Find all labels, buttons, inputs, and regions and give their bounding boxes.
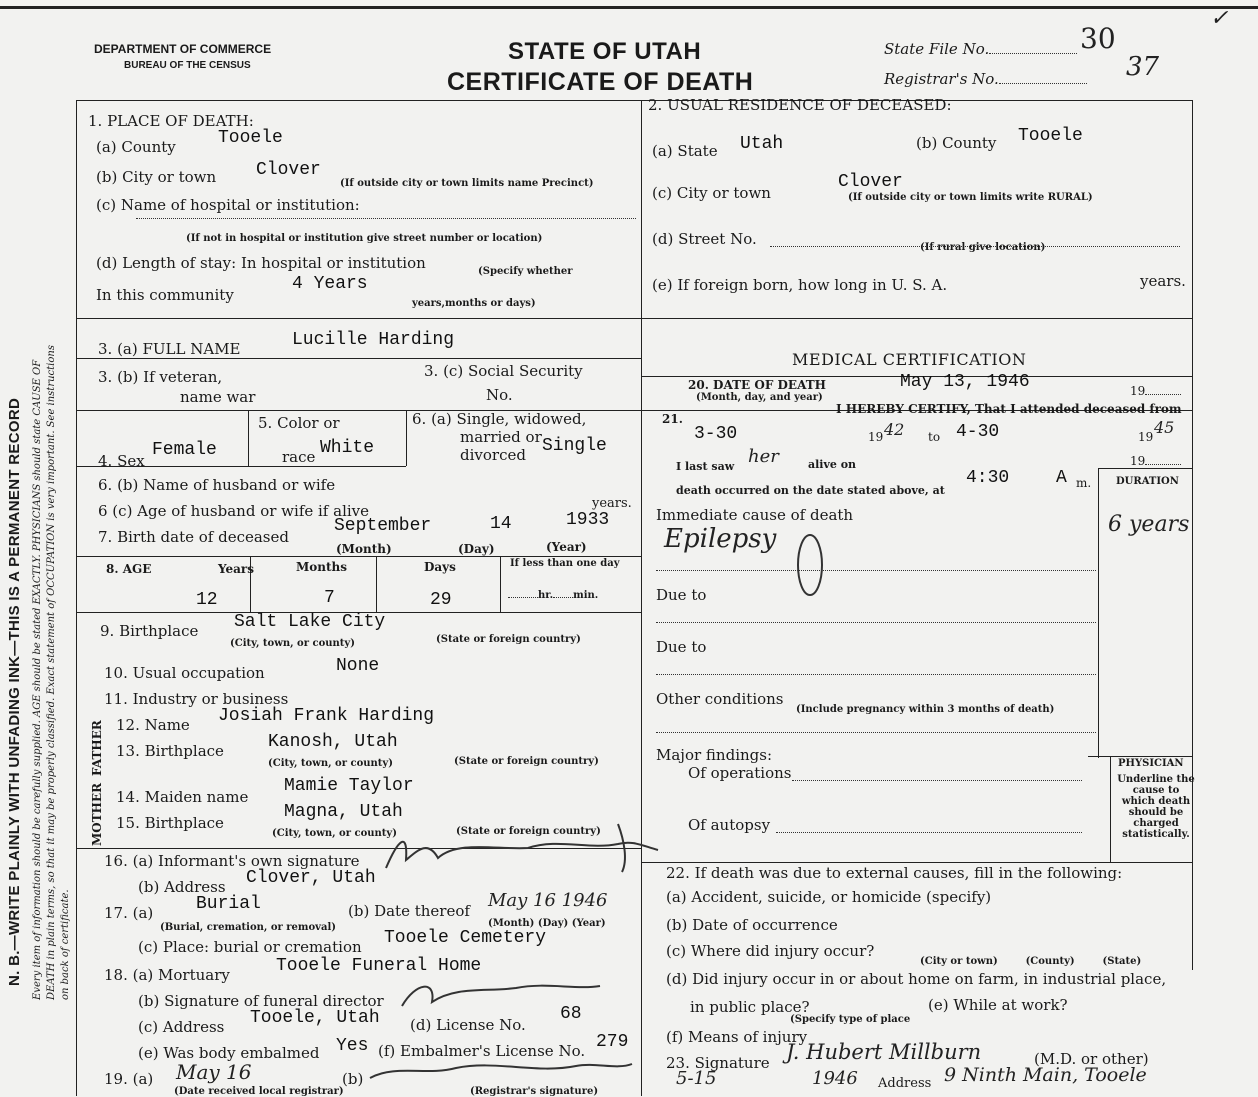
attend-to-year: 45 <box>1154 418 1175 437</box>
bp-note2: (State or foreign country) <box>436 634 581 645</box>
state-file-no: 30 <box>1080 22 1116 55</box>
ops-label: Of operations <box>688 764 792 782</box>
state-file-label: State File No. <box>884 40 1077 58</box>
ext-d-label2: in public place? <box>690 998 810 1016</box>
license: 68 <box>560 1004 582 1024</box>
burial-place: Tooele Cemetery <box>384 928 547 948</box>
ext-c-note: (City or town) (County) (State) <box>920 956 1142 967</box>
sig23-date: 5-15 <box>676 1068 717 1089</box>
rule-after-name <box>76 358 641 359</box>
duration-label: DURATION <box>1116 476 1179 487</box>
sig23-addr: 9 Ninth Main, Tooele <box>944 1064 1147 1086</box>
marital-label2: married or <box>460 428 542 446</box>
m-addr-label: (c) Address <box>138 1018 225 1036</box>
ops-line <box>792 780 1082 781</box>
m-bp-label: 15. Birthplace <box>116 814 224 832</box>
inf-sig-label: 16. (a) Informant's own signature <box>104 852 360 870</box>
burial: Burial <box>196 894 261 914</box>
f-note1: (City, town, or county) <box>268 758 393 769</box>
bureau-label: BUREAU OF THE CENSUS <box>124 60 251 71</box>
burial-label: 17. (a) <box>104 904 154 922</box>
father-label: FATHER <box>90 720 104 776</box>
birth-year: 1933 <box>566 510 610 530</box>
physician-left <box>1110 756 1111 862</box>
burial-date: May 16 1946 <box>488 890 608 911</box>
res-city-note: (If outside city or town limits write RURAL) <box>848 192 1093 203</box>
res-city: Clover <box>838 172 903 192</box>
mortuary: Tooele Funeral Home <box>276 956 482 976</box>
race-value: White <box>320 438 375 458</box>
top-border <box>0 6 1258 9</box>
sig23-addr-label: Address <box>878 1076 932 1091</box>
husband-label: 6. (b) Name of husband or wife <box>98 476 336 494</box>
marital-value: Single <box>542 436 607 456</box>
dod-19: 19 <box>1130 384 1181 398</box>
ss-label2: No. <box>486 386 513 404</box>
husband-age-unit: years. <box>592 496 632 511</box>
burial-date-note: (Month) (Day) (Year) <box>488 918 606 929</box>
cause-line <box>656 570 1096 571</box>
rule-med-bottom <box>641 862 1192 863</box>
immediate-label: Immediate cause of death <box>656 506 854 524</box>
registrar-label: Registrar's No. <box>884 70 1087 88</box>
burial-place-label: (c) Place: burial or cremation <box>138 938 362 956</box>
state-title: STATE OF UTAH <box>508 38 702 65</box>
lessday-label: If less than one day <box>510 558 620 569</box>
m-bp: Magna, Utah <box>284 802 403 822</box>
res-county-label: (b) County <box>916 134 997 152</box>
color-label: 5. Color or <box>258 414 340 432</box>
cert-title: CERTIFICATE OF DEATH <box>447 68 754 96</box>
place-comm-label: In this community <box>96 286 234 304</box>
mid-divider <box>641 100 642 1096</box>
recv-note: (Date received local registrar) <box>174 1086 344 1097</box>
f-name-label: 12. Name <box>116 716 190 734</box>
ext-a-label: (a) Accident, suicide, or homicide (specify) <box>666 888 992 906</box>
place-hosp-label: (c) Name of hospital or institution: <box>96 196 360 214</box>
res-foreign-label: (e) If foreign born, how long in U. S. A. <box>652 276 948 294</box>
major-label: Major findings: <box>656 746 773 764</box>
physician-top <box>1088 756 1192 757</box>
full-name: Lucille Harding <box>292 330 455 350</box>
physician-box-label: PHYSICIAN <box>1118 758 1184 769</box>
margin-instructions-2: DEATH in plain terms, so that it may be properly classified. Exact statement of OCCUPATION is very important. See instructions <box>46 345 57 1000</box>
age-div-2 <box>376 556 377 612</box>
dod: May 13, 1946 <box>900 372 1030 392</box>
age-label: 8. AGE <box>106 562 152 576</box>
f-bp: Kanosh, Utah <box>268 732 398 752</box>
place-county-label: (a) County <box>96 138 176 156</box>
alive-on-label: alive on <box>808 458 857 471</box>
embalm-label: (e) Was body embalmed <box>138 1044 320 1062</box>
attend-from: 3-30 <box>694 424 738 444</box>
place-stay-label: (d) Length of stay: In hospital or institution <box>96 254 426 272</box>
occupation-label: 10. Usual occupation <box>104 664 265 682</box>
death-ampm: A <box>1056 468 1067 488</box>
mortuary-label: 18. (a) Mortuary <box>104 966 230 984</box>
med-title: MEDICAL CERTIFICATION <box>792 350 1027 369</box>
reg-sig-label: (b) <box>342 1070 364 1088</box>
ext-c-label: (c) Where did injury occur? <box>666 942 875 960</box>
ext-f-note: (Specify type of place <box>790 1014 911 1025</box>
age-months: 7 <box>324 588 335 608</box>
sex-divider <box>248 410 249 466</box>
outer-left-border <box>76 100 77 1096</box>
place-title: 1. PLACE OF DEATH: <box>88 112 254 130</box>
ext-b-label: (b) Date of occurrence <box>666 916 838 934</box>
m-name-label: 14. Maiden name <box>116 788 249 806</box>
registrar-no: 37 <box>1126 52 1160 82</box>
attend-to-label: to <box>928 430 941 444</box>
race-divider <box>406 410 407 466</box>
other-line <box>656 732 1096 733</box>
rule-after-place <box>76 318 1192 319</box>
license-label: (d) License No. <box>410 1016 526 1034</box>
due2-line <box>656 674 1096 675</box>
ext-title: 22. If death was due to external causes, fill in the following: <box>666 864 1123 882</box>
m-label: m. <box>1076 476 1092 490</box>
name-label: 3. (a) FULL NAME <box>98 340 241 358</box>
cause-loop-mark <box>790 530 830 600</box>
reg-sig-note: (Registrar's signature) <box>470 1086 599 1097</box>
f-bp-label: 13. Birthplace <box>116 742 224 760</box>
margin-instructions-3: on back of certificate. <box>60 889 71 1000</box>
mother-label: MOTHER <box>90 782 104 846</box>
autopsy-label: Of autopsy <box>688 816 771 834</box>
burial-note: (Burial, cremation, or removal) <box>160 922 336 933</box>
hr-label: hr. min. <box>508 590 598 601</box>
due1-line <box>656 622 1096 623</box>
days-label: Days <box>424 560 456 574</box>
birth-day: 14 <box>490 514 512 534</box>
place-stay-note: (Specify whether <box>478 266 573 277</box>
alive-19: 19 <box>1130 454 1181 468</box>
due2-label: Due to <box>656 638 707 656</box>
vet-label2: name war <box>180 388 256 406</box>
immediate-cause: Epilepsy <box>664 524 777 554</box>
emb-lic: 279 <box>596 1032 629 1052</box>
f-name: Josiah Frank Harding <box>218 706 435 726</box>
birthplace-label: 9. Birthplace <box>100 622 199 640</box>
sig23-name: J. Hubert Millburn <box>786 1040 982 1064</box>
birth-y-note: (Year) <box>546 540 587 554</box>
age-years: 12 <box>196 590 218 610</box>
attend-from-year: 42 <box>884 420 905 439</box>
margin-notice: N. B.—WRITE PLAINLY WITH UNFADING INK—THIS IS A PERMANENT RECORD <box>6 397 23 986</box>
place-city-label: (b) City or town <box>96 168 217 186</box>
director-label: (b) Signature of funeral director <box>138 992 384 1010</box>
sig23-role: (M.D. or other) <box>1034 1050 1149 1068</box>
attend-to-year-prefix: 19 <box>1138 430 1154 444</box>
duration-top <box>1098 468 1192 469</box>
res-foreign-unit: years. <box>1140 272 1186 290</box>
race-label: race <box>282 448 316 466</box>
age-days: 29 <box>430 590 452 610</box>
birth-m-note: (Month) <box>336 542 392 556</box>
death-time: 4:30 <box>966 468 1010 488</box>
underline-note: Underline the cause to which death should be charged statistically. <box>1117 774 1195 840</box>
months-label: Months <box>296 560 348 574</box>
sig23-year: 1946 <box>812 1068 858 1089</box>
res-street-label: (d) Street No. <box>652 230 757 248</box>
res-county: Tooele <box>1018 126 1083 146</box>
check-mark: ✓ <box>1210 6 1229 31</box>
industry-label: 11. Industry or business <box>104 690 289 708</box>
place-city: Clover <box>256 160 321 180</box>
res-city-label: (c) City or town <box>652 184 771 202</box>
last-saw-value: her <box>748 446 779 467</box>
birth-label: 7. Birth date of deceased <box>98 528 289 546</box>
years-label: Years <box>218 562 255 576</box>
ss-label: 3. (c) Social Security <box>424 362 583 380</box>
burial-date-label: (b) Date thereof <box>348 902 470 920</box>
other-note: (Include pregnancy within 3 months of death) <box>796 704 1055 715</box>
occurred-label: death occurred on the date stated above, at <box>676 484 945 497</box>
inf-addr: Clover, Utah <box>246 868 376 888</box>
embalm: Yes <box>336 1036 369 1056</box>
attend-to: 4-30 <box>956 422 1000 442</box>
m-note2: (State or foreign country) <box>456 826 601 837</box>
bp-note1: (City, town, or county) <box>230 638 355 649</box>
marital-label: 6. (a) Single, widowed, <box>412 410 587 428</box>
place-hosp-note: (If not in hospital or institution give street number or location) <box>186 233 543 244</box>
other-label: Other conditions <box>656 690 784 708</box>
ext-f-label: (f) Means of injury <box>666 1028 808 1046</box>
dod-label: 20. DATE OF DEATH <box>688 378 826 392</box>
informant-signature <box>378 820 668 880</box>
m-name: Mamie Taylor <box>284 776 414 796</box>
ext-d-label: (d) Did injury occur in or about home on farm, in industrial place, <box>666 970 1167 988</box>
age-div-3 <box>500 556 501 612</box>
certify-text: I HEREBY CERTIFY, That I attended deceased from <box>836 402 1182 416</box>
sex-label: 4. Sex <box>98 452 145 470</box>
duration-divider <box>1098 468 1099 758</box>
f-note2: (State or foreign country) <box>454 756 599 767</box>
place-comm-note: years,months or days) <box>412 298 536 309</box>
registrar-signature <box>366 1056 636 1086</box>
top-rule <box>76 100 1192 101</box>
birth-month: September <box>334 516 432 536</box>
marital-label3: divorced <box>460 446 526 464</box>
sig23-label: 23. Signature <box>666 1054 770 1072</box>
inf-addr-label: (b) Address <box>138 878 226 896</box>
res-street-note: (If rural give location) <box>920 242 1046 253</box>
sex-value: Female <box>152 440 217 460</box>
due1-label: Due to <box>656 586 707 604</box>
certify-num: 21. <box>662 412 683 426</box>
place-comm: 4 Years <box>292 274 368 294</box>
vet-label: 3. (b) If veteran, <box>98 368 223 386</box>
recv: May 16 <box>176 1060 252 1084</box>
autopsy-line <box>776 832 1082 833</box>
place-city-note: (If outside city or town limits name Precinct) <box>340 178 594 189</box>
husband-age-label: 6 (c) Age of husband or wife if alive <box>98 502 370 520</box>
place-county: Tooele <box>218 128 283 148</box>
last-saw-label: I last saw <box>676 460 735 473</box>
dod-note: (Month, day, and year) <box>696 392 823 403</box>
rule-before-age <box>76 556 641 557</box>
recv-label: 19. (a) <box>104 1070 154 1088</box>
emb-lic-label: (f) Embalmer's License No. <box>378 1042 586 1060</box>
res-title: 2. USUAL RESIDENCE OF DECEASED: <box>648 96 952 114</box>
m-addr: Tooele, Utah <box>250 1008 380 1028</box>
ext-e-label: (e) While at work? <box>928 996 1068 1014</box>
attend-from-year-prefix: 19 <box>868 430 884 444</box>
occupation: None <box>336 656 380 676</box>
dept-label: DEPARTMENT OF COMMERCE <box>94 42 272 56</box>
margin-instructions-1: Every item of information should be carefully supplied. AGE should be stated EXACTLY. PHYSICIANS should state CAUSE OF <box>32 359 43 1000</box>
res-state-label: (a) State <box>652 142 718 160</box>
res-state: Utah <box>740 134 784 154</box>
birth-d-note: (Day) <box>458 542 495 556</box>
birthplace: Salt Lake City <box>234 612 386 632</box>
duration-value: 6 years <box>1108 512 1190 537</box>
m-note1: (City, town, or county) <box>272 828 397 839</box>
place-hosp-line <box>136 218 636 219</box>
